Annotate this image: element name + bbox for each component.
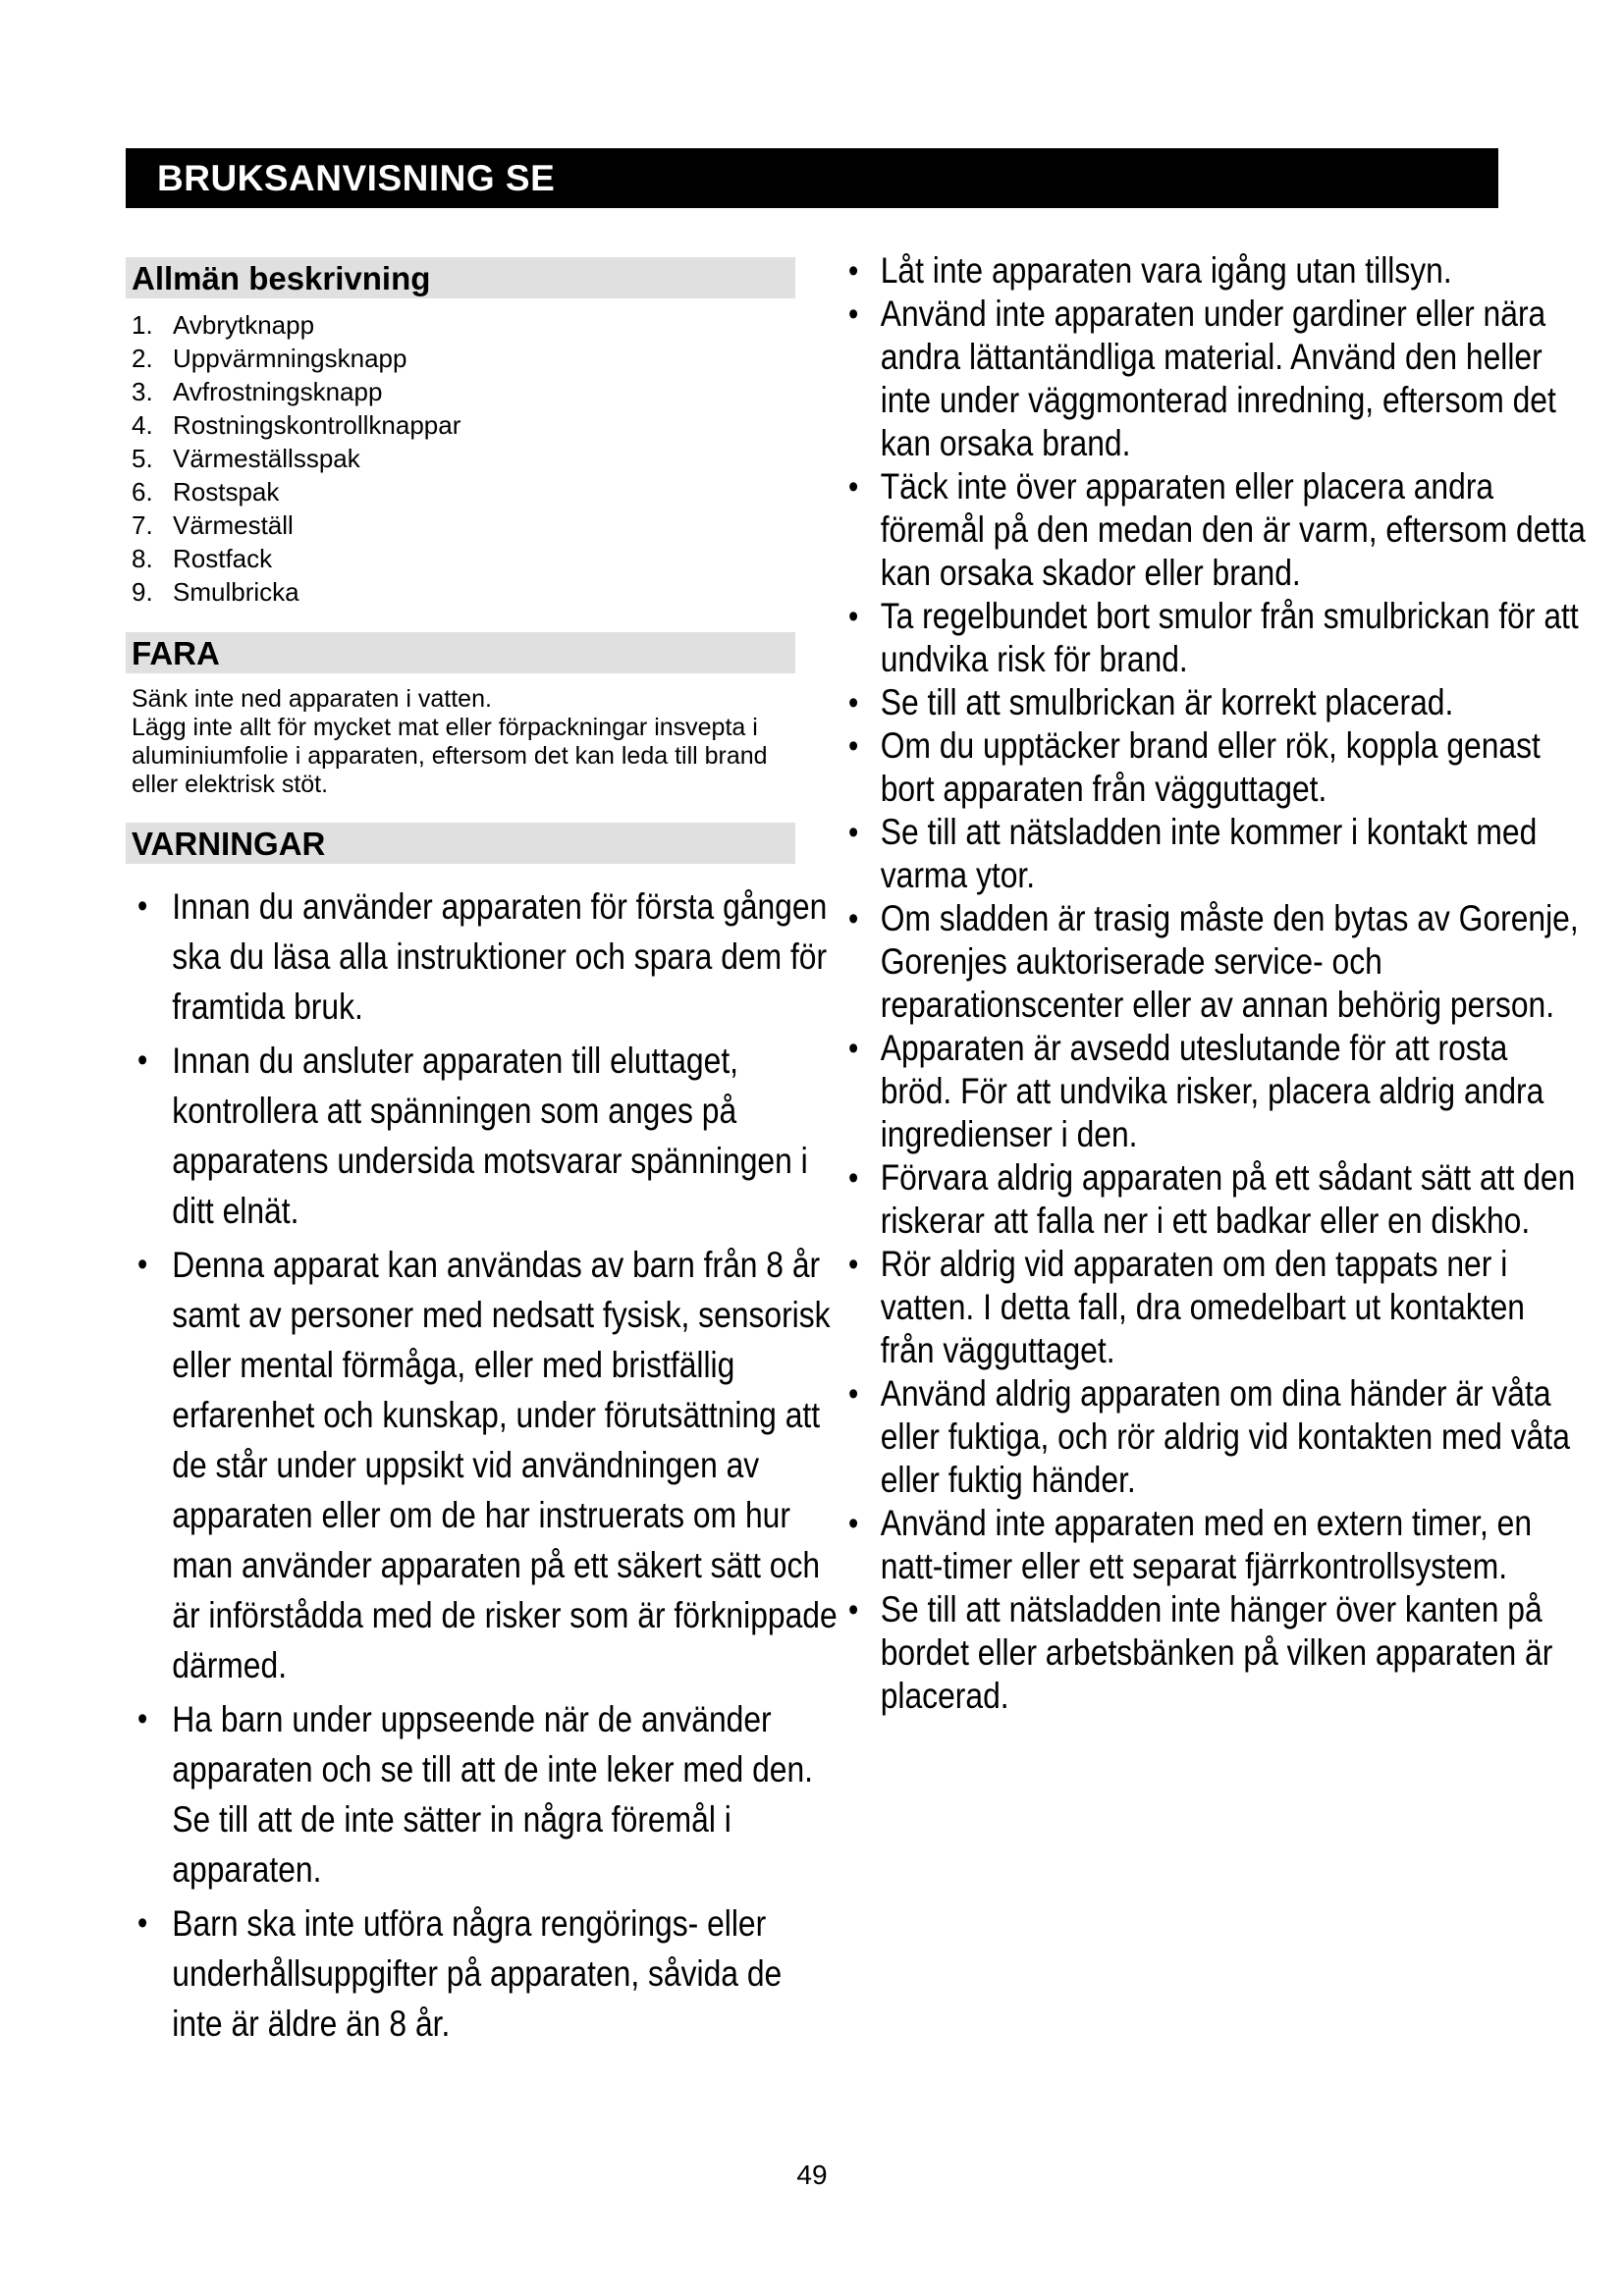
right-column	[837, 249, 1586, 1718]
parts-list-item	[126, 542, 795, 575]
bullet-icon: •	[848, 252, 859, 290]
item-number: 8.	[132, 544, 153, 573]
item-number: 6.	[132, 477, 153, 507]
bullet-icon: •	[848, 900, 859, 937]
parts-list-item	[126, 575, 795, 609]
item-label: Rostspak	[173, 477, 280, 507]
warning-text: Rör aldrig vid apparaten om den tappats ner i vatten. I detta fall, dra omedelbart ut kontakten från vägguttaget.	[880, 1244, 1525, 1370]
warning-text: Om du upptäcker brand eller rök, koppla genast bort apparaten från vägguttaget.	[880, 725, 1541, 809]
item-number: 9.	[132, 577, 153, 607]
warning-item	[837, 724, 1586, 811]
page-title-banner	[126, 148, 1498, 208]
item-label: Uppvärmningsknapp	[173, 344, 407, 373]
warning-item	[126, 1898, 840, 2049]
item-label: Avfrostningsknapp	[173, 377, 383, 406]
bullet-icon: •	[848, 684, 859, 721]
bullet-icon: •	[848, 727, 859, 765]
danger-line: Sänk inte ned apparaten i vatten.	[132, 685, 492, 713]
item-number: 2.	[132, 344, 153, 373]
warning-item	[837, 249, 1586, 293]
bullet-icon: •	[848, 1505, 859, 1542]
warnings-list-right	[837, 249, 1586, 1718]
bullet-icon: •	[137, 1700, 148, 1737]
bullet-icon: •	[848, 1159, 859, 1197]
bullet-icon: •	[848, 1591, 859, 1629]
general-description-heading: Allmän beskrivning	[126, 257, 795, 298]
bullet-icon: •	[137, 1246, 148, 1283]
warning-text: Använd inte apparaten med en extern timer, en natt-timer eller ett separat fjärrkontrollsystem.	[880, 1503, 1533, 1586]
bullet-icon: •	[848, 1375, 859, 1413]
warning-item	[837, 1243, 1586, 1372]
left-column	[126, 257, 838, 2053]
page-title: BRUKSANVISNING SE	[157, 158, 556, 198]
warning-text: Se till att nätsladden inte hänger över kanten på bordet eller arbetsbänken på vilken apparaten är placerad.	[880, 1589, 1553, 1716]
item-label: Avbrytknapp	[173, 310, 315, 340]
warning-item	[126, 1694, 840, 1895]
parts-list-item	[126, 442, 795, 475]
item-number: 5.	[132, 444, 153, 473]
item-number: 1.	[132, 310, 153, 340]
parts-list-item	[126, 308, 795, 342]
warning-item	[126, 1240, 840, 1690]
item-number: 7.	[132, 510, 153, 540]
warning-item	[126, 1036, 840, 1236]
warning-text: Förvara aldrig apparaten på ett sådant sätt att den riskerar att falla ner i ett badkar eller en diskho.	[880, 1157, 1576, 1241]
warning-text: Se till att nätsladden inte kommer i kontakt med varma ytor.	[880, 812, 1538, 895]
bullet-icon: •	[848, 1246, 859, 1283]
item-number: 4.	[132, 410, 153, 440]
bullet-icon: •	[137, 887, 148, 925]
parts-list	[126, 308, 795, 609]
bullet-icon: •	[848, 468, 859, 506]
parts-list-item	[126, 342, 795, 375]
parts-list-item	[126, 375, 795, 408]
page-number: 49	[796, 2160, 828, 2190]
item-label: Rostningskontrollknappar	[173, 410, 461, 440]
warning-text: Ha barn under uppseende när de använder apparaten och se till att de inte leker med den. Se till att de inte sätter in några föremål i apparaten.	[172, 1699, 814, 1890]
bullet-icon: •	[137, 1904, 148, 1942]
item-number: 3.	[132, 377, 153, 406]
warning-item	[837, 1372, 1586, 1502]
bullet-icon: •	[137, 1041, 148, 1079]
warning-text: Barn ska inte utföra några rengörings- eller underhållsuppgifter på apparaten, såvida de inte är äldre än 8 år.	[172, 1903, 783, 2044]
warning-text: Använd aldrig apparaten om dina händer är våta eller fuktiga, och rör aldrig vid kontakten med våta eller fuktig händer.	[880, 1373, 1570, 1500]
warning-item	[837, 293, 1586, 465]
item-label: Värmeställsspak	[173, 444, 360, 473]
warning-item	[837, 1027, 1586, 1156]
warning-item	[837, 897, 1586, 1027]
warning-text: Apparaten är avsedd uteslutande för att rosta bröd. För att undvika risker, placera aldrig andra ingredienser i den.	[880, 1028, 1544, 1154]
parts-list-item	[126, 508, 795, 542]
parts-list-item	[126, 408, 795, 442]
bullet-icon: •	[848, 814, 859, 851]
warning-item	[837, 1502, 1586, 1588]
bullet-icon: •	[848, 295, 859, 333]
danger-text	[126, 685, 795, 799]
warning-text: Denna apparat kan användas av barn från 8 år samt av personer med nedsatt fysisk, sensorisk eller mental förmåga, eller med bristfällig erfarenhet och kunskap, under förutsättning att de står under uppsikt vid användningen av apparaten eller om de har instruerats om hur man använder apparaten på ett säkert sätt och är införstådda med de risker som är förknippade därmed.	[172, 1245, 838, 1685]
warning-text: Innan du ansluter apparaten till eluttaget, kontrollera att spänningen som anges på apparatens undersida motsvarar spänningen i ditt elnät.	[172, 1041, 808, 1231]
item-label: Värmeställ	[173, 510, 294, 540]
parts-list-item	[126, 475, 795, 508]
warning-text: Se till att smulbrickan är korrekt placerad.	[880, 682, 1454, 722]
bullet-icon: •	[848, 598, 859, 635]
warning-item	[126, 881, 840, 1032]
item-label: Smulbricka	[173, 577, 299, 607]
warning-text: Om sladden är trasig måste den bytas av Gorenje, Gorenjes auktoriserade service- och reparationscenter eller av annan behörig person.	[880, 898, 1579, 1025]
warning-text: Låt inte apparaten vara igång utan tillsyn.	[880, 250, 1452, 291]
warnings-list-left	[126, 881, 838, 2049]
bullet-icon: •	[848, 1030, 859, 1067]
warning-item	[837, 595, 1586, 681]
item-label: Rostfack	[173, 544, 273, 573]
warning-item	[837, 681, 1586, 724]
warning-text: Innan du använder apparaten för första gången ska du läsa alla instruktioner och spara dem för framtida bruk.	[172, 886, 828, 1027]
danger-line: Lägg inte allt för mycket mat eller förpackningar insvepta i aluminiumfolie i apparaten, eftersom det kan leda till brand eller elektrisk stöt.	[132, 714, 768, 798]
warning-text: Täck inte över apparaten eller placera andra föremål på den medan den är varm, eftersom detta kan orsaka skador eller brand.	[880, 466, 1586, 593]
warning-item	[837, 811, 1586, 897]
danger-heading: FARA	[126, 632, 795, 673]
warning-text: Använd inte apparaten under gardiner eller nära andra lättantändliga material. Använd den heller inte under väggmonterad inredning, eftersom det kan orsaka brand.	[880, 294, 1556, 463]
warning-item	[837, 465, 1586, 595]
warnings-heading: VARNINGAR	[126, 823, 795, 864]
warning-item	[837, 1588, 1586, 1718]
warning-item	[837, 1156, 1586, 1243]
warning-text: Ta regelbundet bort smulor från smulbrickan för att undvika risk för brand.	[880, 596, 1579, 679]
